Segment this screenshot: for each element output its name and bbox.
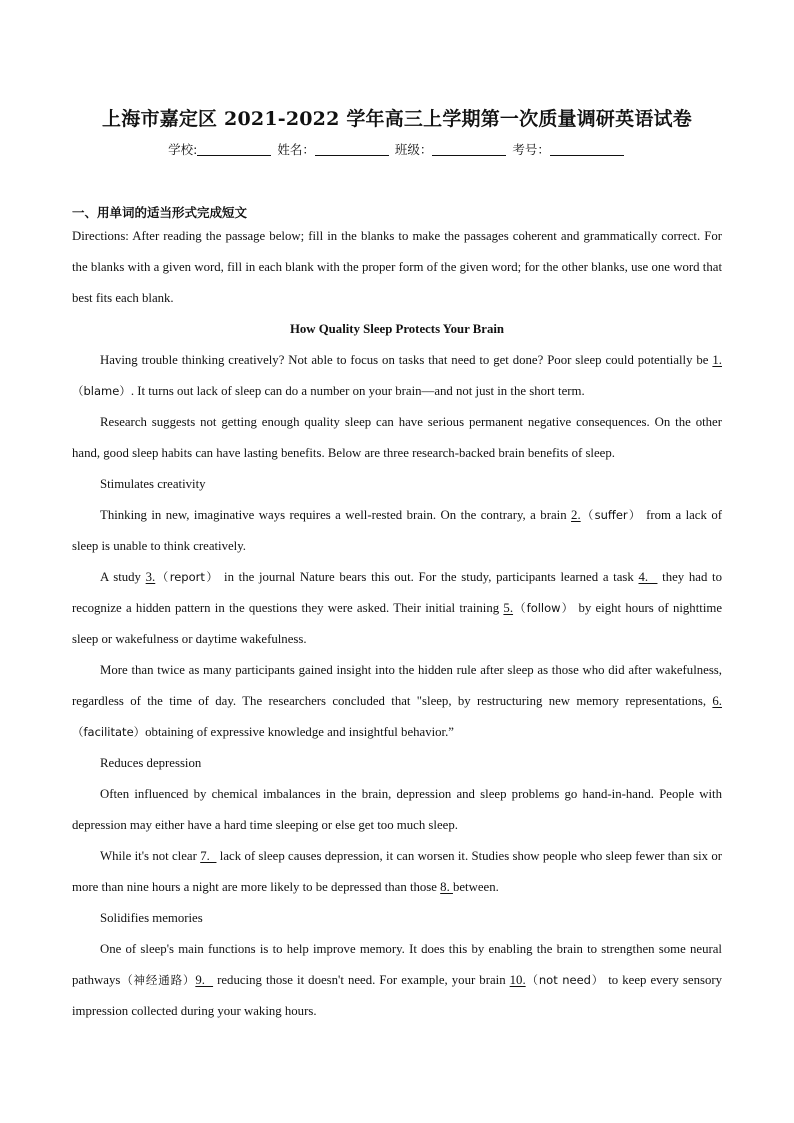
text: More than twice as many participants gained insight into the hidden rule after sleep as those who did after wakefulness, regardless of the time of day. The researchers concluded that "sleep, by restructuring new memory representations,: [72, 663, 722, 708]
blank-4[interactable]: 4.: [638, 570, 658, 584]
passage-title: How Quality Sleep Protects Your Brain: [289, 322, 505, 336]
paragraph-1: [72, 345, 722, 407]
paragraph-5: [72, 655, 722, 748]
hint-5: （follow）: [513, 601, 575, 615]
text: A study: [100, 570, 146, 584]
text: One of sleep's main functions is to help improve memory. It does this by enabling the brain to strengthen some neural pathways: [72, 942, 722, 987]
hint-10: （not need）: [525, 973, 605, 987]
paragraph-2: Research suggests not getting enough quality sleep can have serious permanent negative consequences. On the other hand, good sleep habits can have lasting benefits. Below are three research-backed brain benefits of sleep.: [72, 415, 722, 460]
hint-2: （suffer）: [580, 508, 642, 522]
hint-1: （blame）: [72, 384, 131, 398]
blank-9[interactable]: 9.: [195, 973, 214, 987]
text: Thinking in new, imaginative ways requires a well-rested brain. On the contrary, a brain: [100, 508, 572, 522]
text: they had to recognize a hidden pattern in the questions they were asked. Their initial training: [72, 570, 722, 615]
text: reducing those it doesn't need. For example, your brain: [213, 973, 510, 987]
exam-number-label: 考号：: [512, 142, 550, 157]
blank-5[interactable]: 5.: [503, 601, 514, 615]
text: While it's not clear: [100, 849, 201, 863]
school-label: 学校:: [168, 142, 198, 157]
hint-neural-pathways: （神经通路）: [120, 973, 196, 987]
school-blank[interactable]: [197, 143, 271, 156]
text: in the journal Nature bears this out. For the study, participants learned a task: [219, 570, 639, 584]
subheading-depression: Reduces depression: [100, 756, 202, 770]
paragraph-6: Often influenced by chemical imbalances in the brain, depression and sleep problems go hand-in-hand. People with depression may either have a hard time sleeping or else get too much sleep.: [72, 787, 722, 832]
subheading-memories: Solidifies memories: [100, 911, 203, 925]
text: from a lack of sleep is unable to think creatively.: [72, 508, 722, 553]
blank-1[interactable]: 1.: [712, 353, 722, 367]
paragraph-3: [72, 500, 722, 562]
name-label: 姓名：: [277, 142, 315, 157]
class-field: [395, 140, 509, 158]
paragraph-7: [72, 841, 722, 903]
text: Having trouble thinking creatively? Not able to focus on tasks that need to get done? Poor sleep could potentially be: [100, 353, 713, 367]
directions: Directions: After reading the passage below; fill in the blanks to make the passages coherent and grammatically correct. For the blanks with a given word, fill in each blank with the proper form of the given word; for the other blanks, use one word that best fits each blank.: [72, 229, 722, 305]
text: obtaining of expressive knowledge and insightful behavior.”: [145, 725, 454, 739]
blank-8[interactable]: 8.: [440, 880, 453, 894]
paragraph-4: [72, 562, 722, 655]
student-info-line: [0, 140, 794, 158]
subheading-creativity: Stimulates creativity: [100, 477, 206, 491]
name-field: [277, 140, 391, 158]
paragraph-8: [72, 934, 722, 1027]
class-blank[interactable]: [432, 143, 506, 156]
blank-7[interactable]: 7.: [200, 849, 217, 863]
school-field: [168, 140, 273, 158]
name-blank[interactable]: [315, 143, 389, 156]
text: by eight hours of nighttime sleep or wakefulness or daytime wakefulness.: [72, 601, 723, 646]
section-heading: 一、用单词的适当形式完成短文: [72, 205, 248, 220]
hint-6: （facilitate）: [72, 725, 146, 739]
text: between.: [452, 880, 499, 894]
page-title: 上海市嘉定区 2021-2022 学年高三上学期第一次质量调研英语试卷: [102, 108, 692, 130]
text: to keep every sensory impression collected during your waking hours.: [72, 973, 723, 1018]
hint-3: （report）: [155, 570, 220, 584]
blank-6[interactable]: 6.: [712, 694, 722, 708]
blank-2[interactable]: 2.: [571, 508, 581, 522]
blank-10[interactable]: 10.: [509, 973, 526, 987]
text: lack of sleep causes depression, it can worsen it. Studies show people who sleep fewer than six or more than nine hours a night are more likely to be depressed than those: [72, 849, 723, 894]
text: . It turns out lack of sleep can do a number on your brain—and not just in the short term.: [130, 384, 585, 398]
blank-3[interactable]: 3.: [145, 570, 156, 584]
passage-body: [72, 221, 722, 1027]
class-label: 班级：: [394, 142, 433, 157]
exam-number-field: [512, 140, 626, 158]
exam-number-blank[interactable]: [550, 143, 624, 156]
